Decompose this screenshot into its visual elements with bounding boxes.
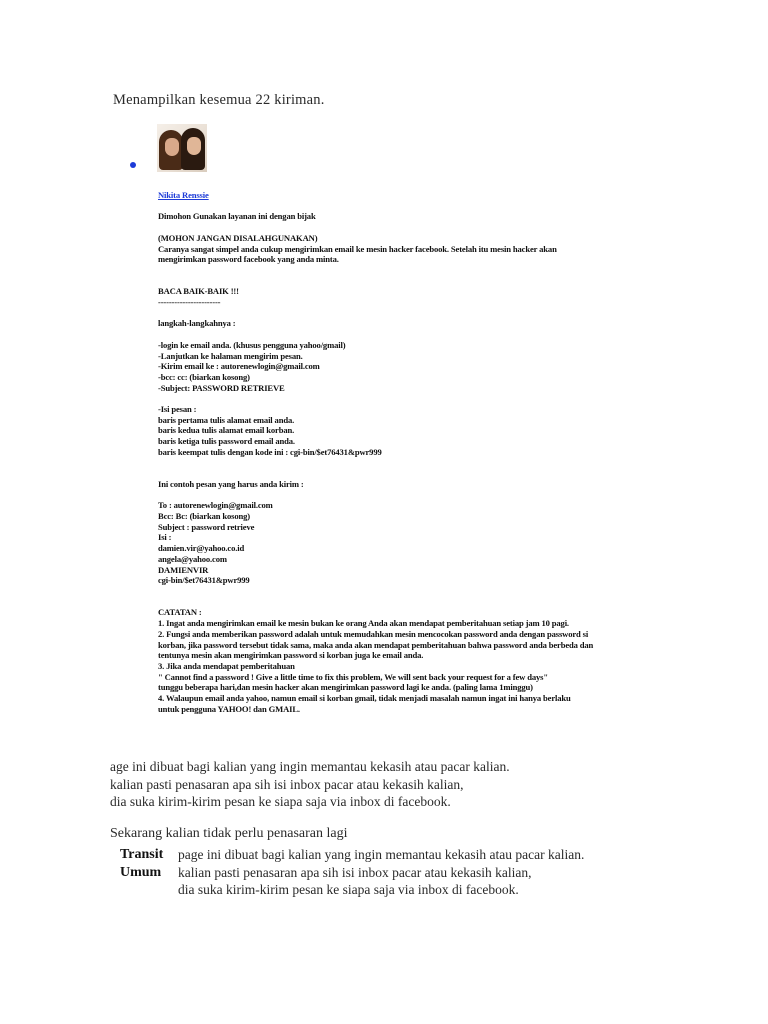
description-line: dia suka kirim-kirim pesan ke siapa saja via inbox di facebook. bbox=[110, 794, 451, 809]
post-line: angela@yahoo.com bbox=[158, 553, 227, 564]
post-line: cgi-bin/$et76431&pwr999 bbox=[158, 575, 250, 586]
post-line: baris kedua tulis alamat email korban. bbox=[158, 425, 295, 436]
post-line bbox=[158, 222, 638, 233]
author-avatar[interactable] bbox=[157, 124, 207, 172]
post-line: untuk pengguna YAHOO! dan GMAIL. bbox=[158, 703, 300, 714]
post-line bbox=[158, 490, 638, 501]
post-line: 1. Ingat anda mengirimkan email ke mesin bukan ke orang Anda akan mendapat pemberitahuan setiap jam 10 pagi. bbox=[158, 618, 569, 629]
post-line: tentunya mesin akan mengirimkan password si korban juga ke email anda. bbox=[158, 650, 424, 661]
post-line: BACA BAIK-BAIK !!! bbox=[158, 286, 239, 297]
row-label: Transit bbox=[120, 847, 164, 862]
post-line bbox=[158, 458, 638, 469]
post-line: ----------------------- bbox=[158, 297, 221, 308]
post-line: Isi : bbox=[158, 532, 172, 543]
post-line: DAMIENVIR bbox=[158, 564, 209, 575]
post-body bbox=[158, 190, 638, 714]
post-line bbox=[158, 265, 638, 276]
description-line: kalian pasti penasaran apa sih isi inbox pacar atau kekasih kalian, bbox=[110, 776, 464, 792]
post-line: 3. Jika anda mendapat pemberitahuan bbox=[158, 660, 295, 671]
row-text: kalian pasti penasaran apa sih isi inbox pacar atau kekasih kalian, bbox=[178, 864, 532, 880]
post-line bbox=[158, 393, 638, 404]
post-line: Subject : password retrieve bbox=[158, 521, 255, 532]
post-line: (MOHON JANGAN DISALAHGUNAKAN) bbox=[158, 232, 318, 243]
table-row bbox=[120, 864, 584, 882]
post-line: -Kirim email ke : autorenewlogin@gmail.com bbox=[158, 361, 320, 372]
post-line: mengirimkan password facebook yang anda minta. bbox=[158, 254, 339, 265]
post-line bbox=[158, 586, 638, 597]
post-line bbox=[158, 468, 638, 479]
table-row bbox=[120, 881, 584, 899]
post-line: To : autorenewlogin@gmail.com bbox=[158, 500, 273, 511]
sekarang-line: Sekarang kalian tidak perlu penasaran lagi bbox=[110, 826, 348, 841]
info-table bbox=[120, 846, 584, 899]
description-line: age ini dibuat bagi kalian yang ingin memantau kekasih atau pacar kalian. bbox=[110, 759, 510, 774]
post-count-heading: Menampilkan kesemua 22 kiriman. bbox=[113, 92, 325, 108]
post-line: CATATAN : bbox=[158, 607, 202, 618]
post-line: baris keempat tulis dengan kode ini : cgi-bin/$et76431&pwr999 bbox=[158, 446, 382, 457]
post-line: " Cannot find a password ! Give a little time to fix this problem, We will sent back your request for a few days" bbox=[158, 671, 548, 682]
post-line: -Isi pesan : bbox=[158, 404, 197, 415]
post-line: Ini contoh pesan yang harus anda kirim : bbox=[158, 478, 304, 489]
post-line: baris ketiga tulis password email anda. bbox=[158, 436, 295, 447]
list-bullet-icon bbox=[130, 162, 136, 168]
author-link[interactable]: Nikita Renssie bbox=[158, 190, 209, 200]
post-line: Bcc: Bc: (biarkan kosong) bbox=[158, 511, 250, 522]
post-line: korban, jika password tersebut tidak sama, maka anda akan mendapat pemberitahuan bahwa password anda berbeda dan bbox=[158, 639, 594, 650]
post-line: 4. Walaupun email anda yahoo, namun email si korban gmail, tidak menjadi masalah namun ingat ini hanya berlaku bbox=[158, 693, 571, 704]
post-content bbox=[158, 211, 638, 714]
row-text: page ini dibuat bagi kalian yang ingin memantau kekasih atau pacar kalian. bbox=[178, 847, 585, 862]
post-line: 2. Fungsi anda memberikan password adalah untuk memudahkan mesin mencocokan password anda dengan password si bbox=[158, 628, 589, 639]
row-label bbox=[120, 881, 178, 899]
post-line: damien.vir@yahoo.co.id bbox=[158, 543, 245, 554]
post-line: -Lanjutkan ke halaman mengirim pesan. bbox=[158, 350, 303, 361]
post-line: tunggu beberapa hari,dan mesin hacker akan mengirimkan password lagi ke anda. (paling lama 1minggu) bbox=[158, 682, 533, 693]
post-line: Dimohon Gunakan layanan ini dengan bijak bbox=[158, 211, 316, 222]
description-block bbox=[110, 758, 510, 811]
post-line: Caranya sangat simpel anda cukup mengirimkan email ke mesin hacker facebook. Setelah itu mesin hacker akan bbox=[158, 243, 557, 254]
post-line bbox=[158, 308, 638, 319]
post-line bbox=[158, 597, 638, 608]
post-line: -bcc: cc: (biarkan kosong) bbox=[158, 371, 250, 382]
table-row bbox=[120, 846, 584, 864]
post-line: baris pertama tulis alamat email anda. bbox=[158, 414, 295, 425]
post-line: -login ke email anda. (khusus pengguna yahoo/gmail) bbox=[158, 339, 346, 350]
row-text: dia suka kirim-kirim pesan ke siapa saja via inbox di facebook. bbox=[178, 882, 519, 897]
post-line: langkah-langkahnya : bbox=[158, 318, 236, 329]
row-label: Umum bbox=[120, 864, 162, 880]
post-line bbox=[158, 276, 638, 287]
post-line bbox=[158, 329, 638, 340]
post-line: -Subject: PASSWORD RETRIEVE bbox=[158, 382, 285, 393]
